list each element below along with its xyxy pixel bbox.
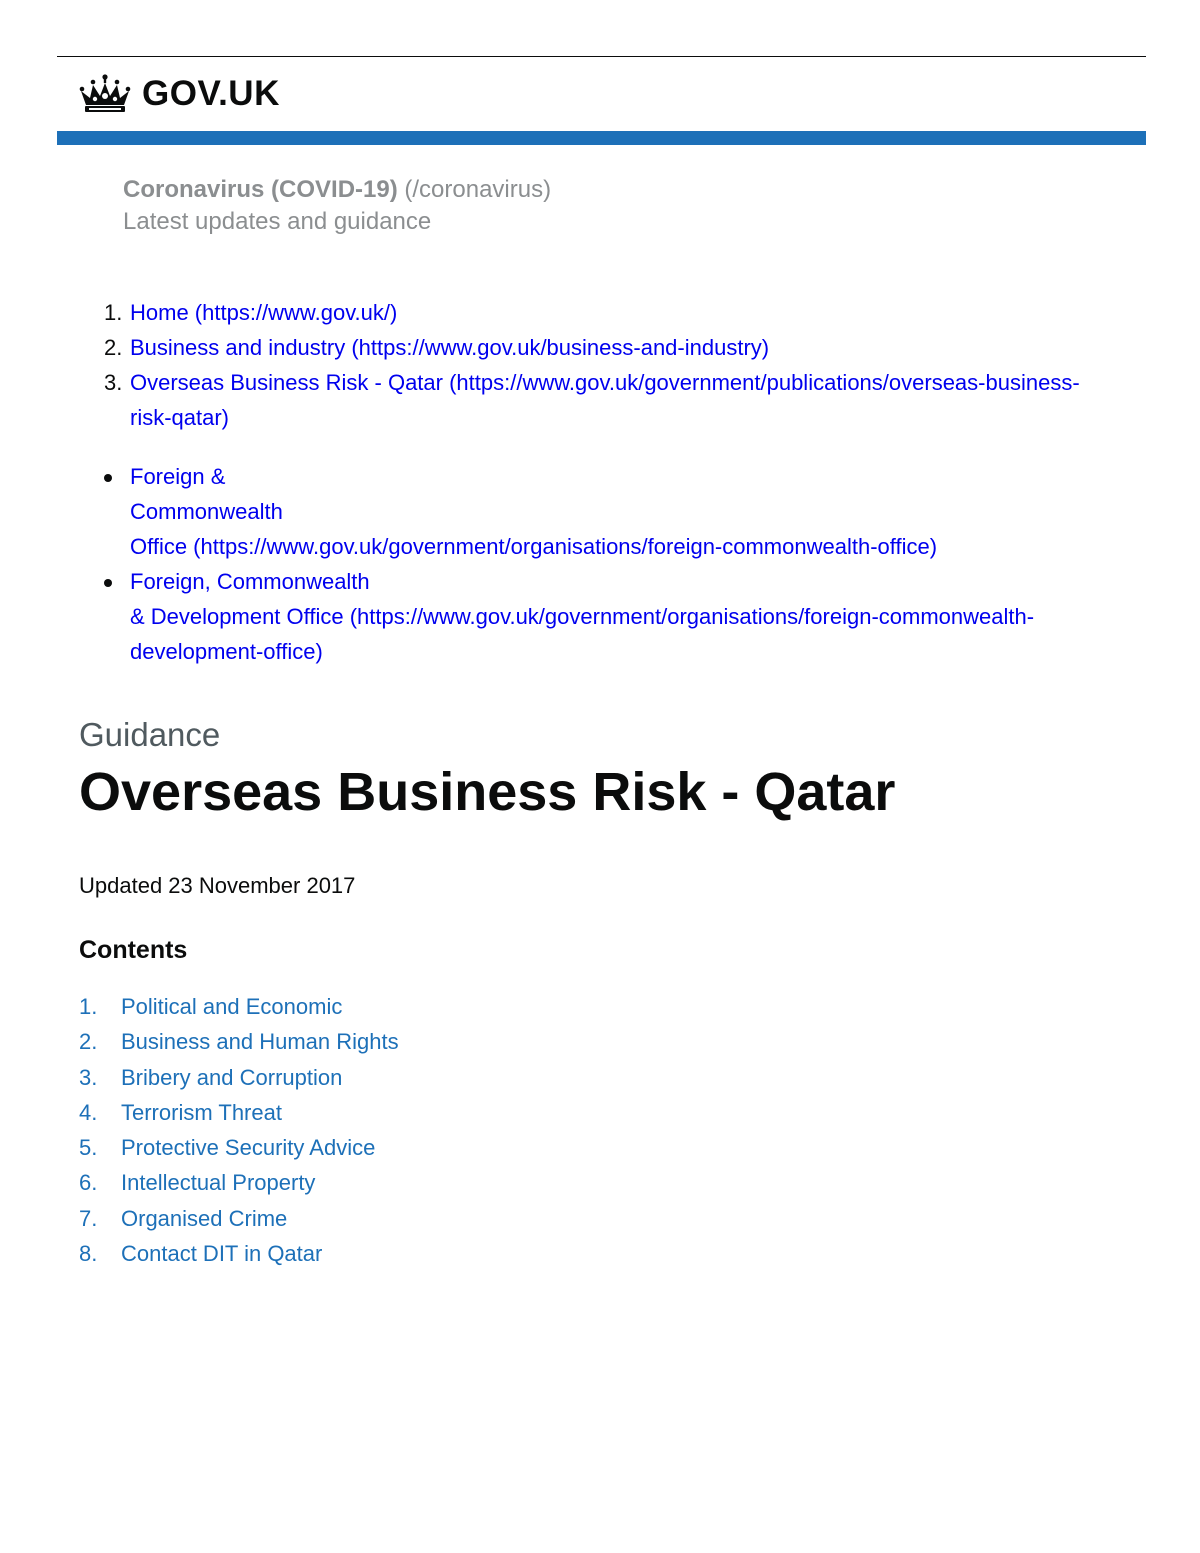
breadcrumb-item-overseas-business-risk[interactable] bbox=[104, 365, 1104, 435]
breadcrumb bbox=[104, 295, 1104, 435]
contents-link[interactable]: Bribery and Corruption bbox=[121, 1064, 343, 1090]
breadcrumb-link[interactable]: Home (https://www.gov.uk/) bbox=[130, 300, 398, 325]
contents-number: 3. bbox=[79, 1064, 98, 1090]
contents-item[interactable] bbox=[79, 1236, 399, 1271]
contents-number: 2. bbox=[79, 1029, 98, 1055]
organisation-line: & Development Office (https://www.gov.uk/government/organisations/foreign-commonwealth- bbox=[130, 604, 1035, 629]
covid-banner-url: (/coronavirus) bbox=[404, 176, 552, 203]
page-top-divider bbox=[57, 56, 1146, 57]
organisation-link[interactable] bbox=[130, 459, 1144, 564]
contents-number: 1. bbox=[79, 994, 98, 1019]
covid-banner-link[interactable] bbox=[123, 174, 551, 206]
page-caption: Guidance bbox=[79, 716, 221, 753]
contents-item[interactable] bbox=[79, 1060, 399, 1095]
breadcrumb-number: 1. bbox=[104, 300, 123, 325]
covid-banner-title: Coronavirus (COVID-19) bbox=[123, 176, 398, 203]
contents-number: 4. bbox=[79, 1099, 98, 1125]
contents-number: 7. bbox=[79, 1205, 98, 1231]
contents-heading: Contents bbox=[79, 936, 188, 964]
contents-item[interactable] bbox=[79, 1095, 399, 1130]
contents-item[interactable] bbox=[79, 1130, 399, 1165]
bullet-icon bbox=[104, 579, 112, 587]
breadcrumb-link[interactable]: Business and industry (https://www.gov.uk/business-and-industry) bbox=[130, 335, 770, 360]
contents-item[interactable] bbox=[79, 989, 399, 1024]
govuk-logotype[interactable]: GOV.UK bbox=[142, 74, 280, 113]
organisation-item-fcdo[interactable] bbox=[104, 564, 1144, 669]
breadcrumb-link[interactable]: Overseas Business Risk - Qatar (https://www.gov.uk/government/publications/overseas-business-risk-qatar) bbox=[130, 370, 1080, 430]
contents-number: 5. bbox=[79, 1135, 98, 1161]
govuk-header bbox=[76, 74, 280, 114]
contents-item[interactable] bbox=[79, 1024, 399, 1059]
contents-link[interactable]: Political and Economic bbox=[121, 994, 343, 1019]
breadcrumb-item-home[interactable] bbox=[104, 295, 1104, 330]
organisation-list bbox=[104, 459, 1144, 669]
covid-banner bbox=[123, 174, 551, 238]
contents-item[interactable] bbox=[79, 1165, 399, 1200]
contents-link[interactable]: Business and Human Rights bbox=[121, 1029, 399, 1055]
updated-date: Updated 23 November 2017 bbox=[79, 873, 356, 898]
organisation-line: Office (https://www.gov.uk/government/organisations/foreign-commonwealth-office) bbox=[130, 534, 938, 559]
page-title: Overseas Business Risk - Qatar bbox=[79, 762, 896, 822]
crown-icon bbox=[76, 74, 134, 114]
contents-link[interactable]: Protective Security Advice bbox=[121, 1135, 376, 1161]
organisation-link[interactable] bbox=[130, 564, 1144, 669]
header-accent-bar bbox=[57, 131, 1146, 145]
contents-link[interactable]: Terrorism Threat bbox=[121, 1099, 282, 1125]
contents-number: 8. bbox=[79, 1241, 98, 1267]
organisation-line: Commonwealth bbox=[130, 499, 283, 524]
bullet-icon bbox=[104, 474, 112, 482]
contents-link[interactable]: Organised Crime bbox=[121, 1205, 288, 1231]
contents-link[interactable]: Contact DIT in Qatar bbox=[121, 1241, 323, 1267]
covid-banner-subtitle: Latest updates and guidance bbox=[123, 208, 432, 235]
breadcrumb-number: 2. bbox=[104, 335, 123, 360]
contents-number: 6. bbox=[79, 1170, 98, 1196]
breadcrumb-number: 3. bbox=[104, 370, 123, 395]
organisation-line: Foreign, Commonwealth bbox=[130, 569, 370, 594]
contents-list bbox=[79, 989, 399, 1271]
breadcrumb-item-business-and-industry[interactable] bbox=[104, 330, 1104, 365]
organisation-line: Foreign & bbox=[130, 464, 226, 489]
organisation-item-fco[interactable] bbox=[104, 459, 1144, 564]
contents-item[interactable] bbox=[79, 1201, 399, 1236]
organisation-line: development-office) bbox=[130, 639, 323, 664]
contents-link[interactable]: Intellectual Property bbox=[121, 1170, 316, 1196]
